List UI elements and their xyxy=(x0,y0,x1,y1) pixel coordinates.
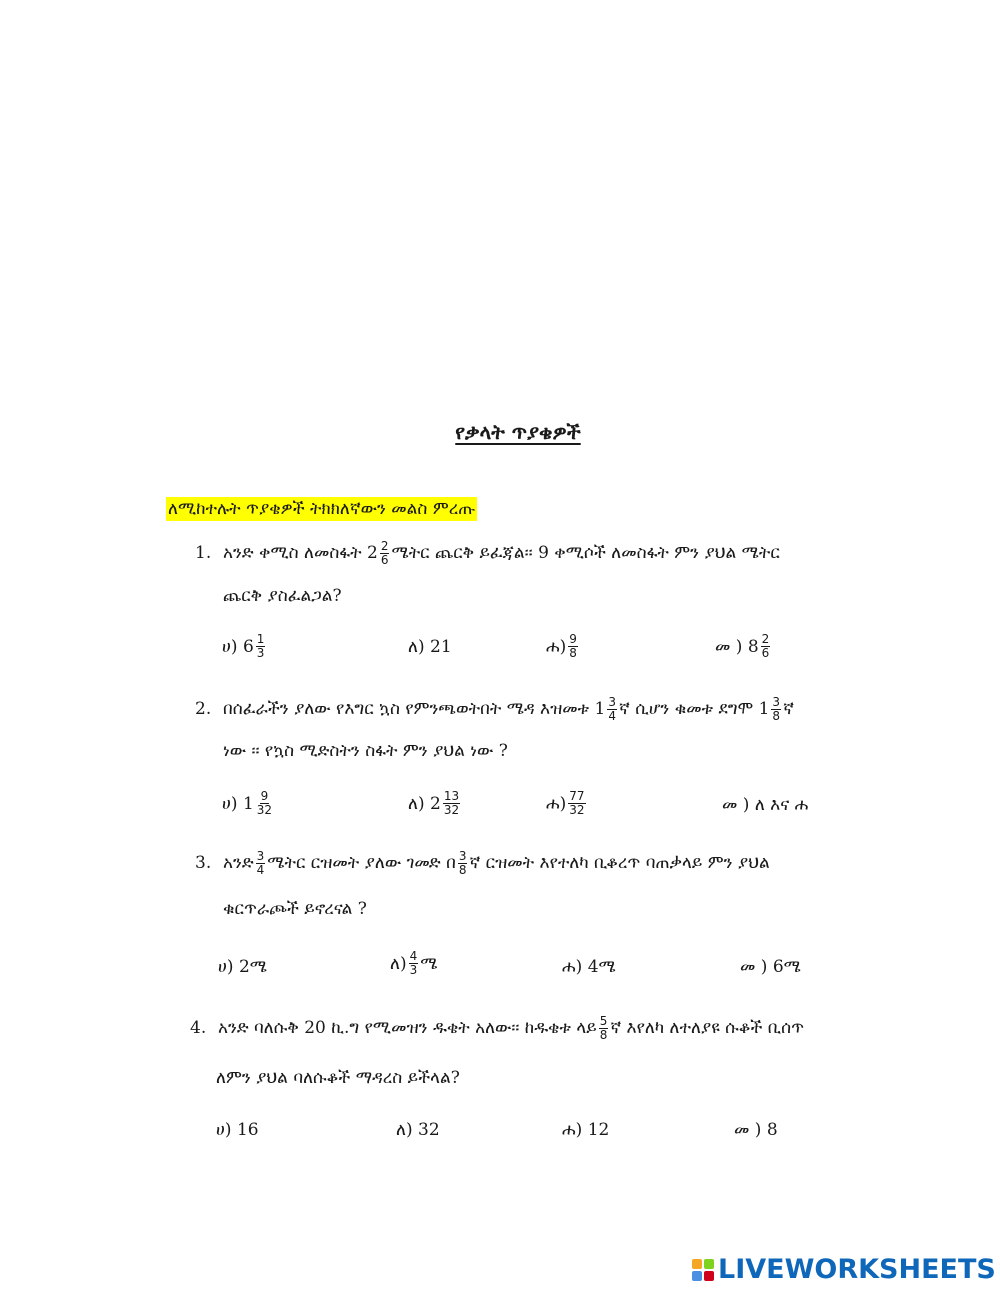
q2-option-a[interactable]: ሀ) 1 $\frac{9}{32}$ xyxy=(222,789,273,817)
q1-option-b[interactable]: ለ) 21 xyxy=(408,637,452,657)
q3-option-b[interactable]: ለ) $\frac{4}{3}$ ሜ xyxy=(390,949,438,977)
fraction: $\frac{2}{6}$ xyxy=(380,539,389,567)
q1-option-c[interactable]: ሐ) $\frac{9}{8}$ xyxy=(546,632,577,660)
q1-option-a[interactable]: ሀ) 6 $\frac{1}{3}$ xyxy=(222,632,265,660)
logo-icon xyxy=(692,1259,714,1281)
page-title: የቃላት ጥያቄዎች xyxy=(455,420,581,444)
question-3-line-2: ቁርጥራጮች ይኖረናል ? xyxy=(223,899,367,919)
q4-option-d[interactable]: መ ) 8 xyxy=(734,1120,778,1140)
question-4-line-1: 4. አንድ ባለሱቅ 20 ኪ.ግ የሚመዝን ዱቄት አለው፡፡ ከዱቄቱ ላይ $\frac{5}{8}$ ኛ እየለካ ለተለያዩ ሱቆች ቢሰጥ xyxy=(190,1014,805,1042)
question-3-line-1: 3. አንድ $\frac{3}{4}$ ሜትር ርዝመት ያለው ገመድ በ $\frac{3}{8}$ ኛ ርዝመት እየተለካ ቢቆረጥ ባጠቃላይ ምን ያህል xyxy=(195,849,770,877)
liveworksheets-logo: LIVEWORKSHEETS xyxy=(692,1254,996,1285)
question-1-line-2: ጨርቅ ያስፈልጋል? xyxy=(223,586,342,606)
q2-option-d[interactable]: መ ) ለ እና ሐ xyxy=(722,795,809,815)
q3-option-a[interactable]: ሀ) 2ሜ xyxy=(218,957,267,977)
q2-option-c[interactable]: ሐ) $\frac{77}{32}$ xyxy=(546,789,585,817)
question-2-line-1: 2. በሰፈራችን ያለው የእግር ኳስ የምንጫወትበት ሜዳ እዝመቱ 1 $\frac{3}{4}$ ኛ ሲሆን ቁመቱ ደግሞ 1 $\frac{3}{8}$ ኛ xyxy=(195,695,794,723)
q4-option-c[interactable]: ሐ) 12 xyxy=(562,1120,610,1140)
q1-option-d[interactable]: መ ) 8 $\frac{2}{6}$ xyxy=(715,632,770,660)
question-2-line-2: ነው ፡፡ የኳስ ሚድስትን ስፋት ምን ያህል ነው ? xyxy=(223,741,508,761)
q3-option-c[interactable]: ሐ) 4ሜ xyxy=(562,957,616,977)
question-4-line-2: ለምን ያህል ባለሱቆች ማዳረስ ይችላል? xyxy=(216,1068,460,1088)
q4-option-b[interactable]: ለ) 32 xyxy=(396,1120,440,1140)
question-1-line-1: 1. አንድ ቀሚስ ለመስፋት 2 $\frac{2}{6}$ ሜትር ጨርቅ ይፈጃል፡፡ 9 ቀሚሶች ለመስፋት ምን ያህል ሜትር xyxy=(195,539,780,567)
q4-option-a[interactable]: ሀ) 16 xyxy=(216,1120,259,1140)
q2-option-b[interactable]: ለ) 2 $\frac{13}{32}$ xyxy=(408,789,460,817)
instruction-highlight: ለሚከተሉት ጥያቄዎች ትክክለኛውን መልስ ምረጡ xyxy=(168,499,476,519)
q3-option-d[interactable]: መ ) 6ሜ xyxy=(740,957,801,977)
